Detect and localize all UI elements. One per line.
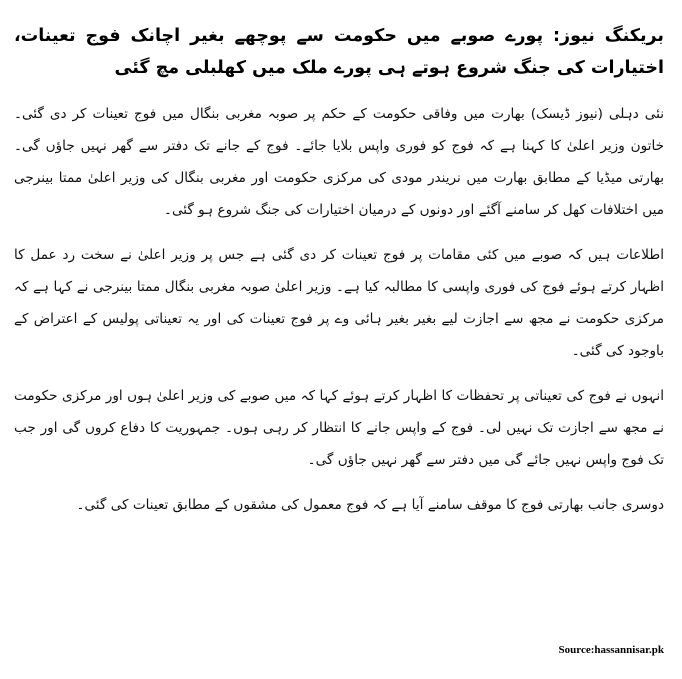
paragraph-1: نئی دہلی (نیوز ڈیسک) بھارت میں وفاقی حکومت کے حکم پر صوبہ مغربی بنگال میں فوج تعینات کر دی گئی۔ خاتون وزیر اعلیٰ کا کہنا ہے کہ فوج کو فوری واپس بلایا جائے۔ فوج کے جانے تک دفتر سے گھر نہیں جاؤں گی۔ بھارتی میڈیا کے مطابق بھارت میں نریندر مودی کی مرکزی حکومت اور مغربی بنگال کی وزیر اعلیٰ ممتا بینرجی میں اختلافات کھل کر سامنے آگئے اور دونوں کے درمیان اختیارات کی جنگ شروع ہو گئی۔: [14, 106, 664, 218]
paragraph-3: انہوں نے فوج کی تعیناتی پر تحفظات کا اظہار کرتے ہوئے کہا کہ میں صوبے کی وزیر اعلیٰ ہوں اور مرکزی حکومت نے مجھ سے اجازت تک نہیں لی۔ فوج کے واپس جانے کا انتظار کر رہی ہوں۔ جمہوریت کا دفاع کروں گی اور جب تک فوج واپس نہیں جائے گی میں دفتر سے گھر نہیں جاؤں گی۔: [14, 388, 664, 468]
headline: بریکنگ نیوز: پورے صوبے میں حکومت سے پوچھے بغیر اچانک فوج تعینات، اختیارات کی جنگ شروع ہوتے ہی پورے ملک میں کھلبلی مچ گئی: [14, 26, 664, 78]
article: [14, 20, 664, 534]
paragraph-4: دوسری جانب بھارتی فوج کا موقف سامنے آیا ہے کہ فوج معمول کی مشقوں کے مطابق تعینات کی گئی۔: [76, 497, 664, 513]
paragraph-2: اطلاعات ہیں کہ صوبے میں کئی مقامات پر فوج تعینات کر دی گئی ہے جس پر وزیر اعلیٰ نے سخت رد عمل کا اظہار کرتے ہوئے فوج کی فوری واپسی کا مطالبہ کیا ہے۔ وزیر اعلیٰ صوبہ مغربی بنگال ممتا بینرجی نے کہا ہے کہ مرکزی حکومت نے مجھ سے اجازت لیے بغیر بغیر ہائی وے پر فوج تعینات کی اور یہ تعیناتی پولیس کے اعتراض کے باوجود کی گئی۔: [14, 247, 664, 359]
source-credit: Source:hassannisar.pk: [558, 644, 664, 656]
